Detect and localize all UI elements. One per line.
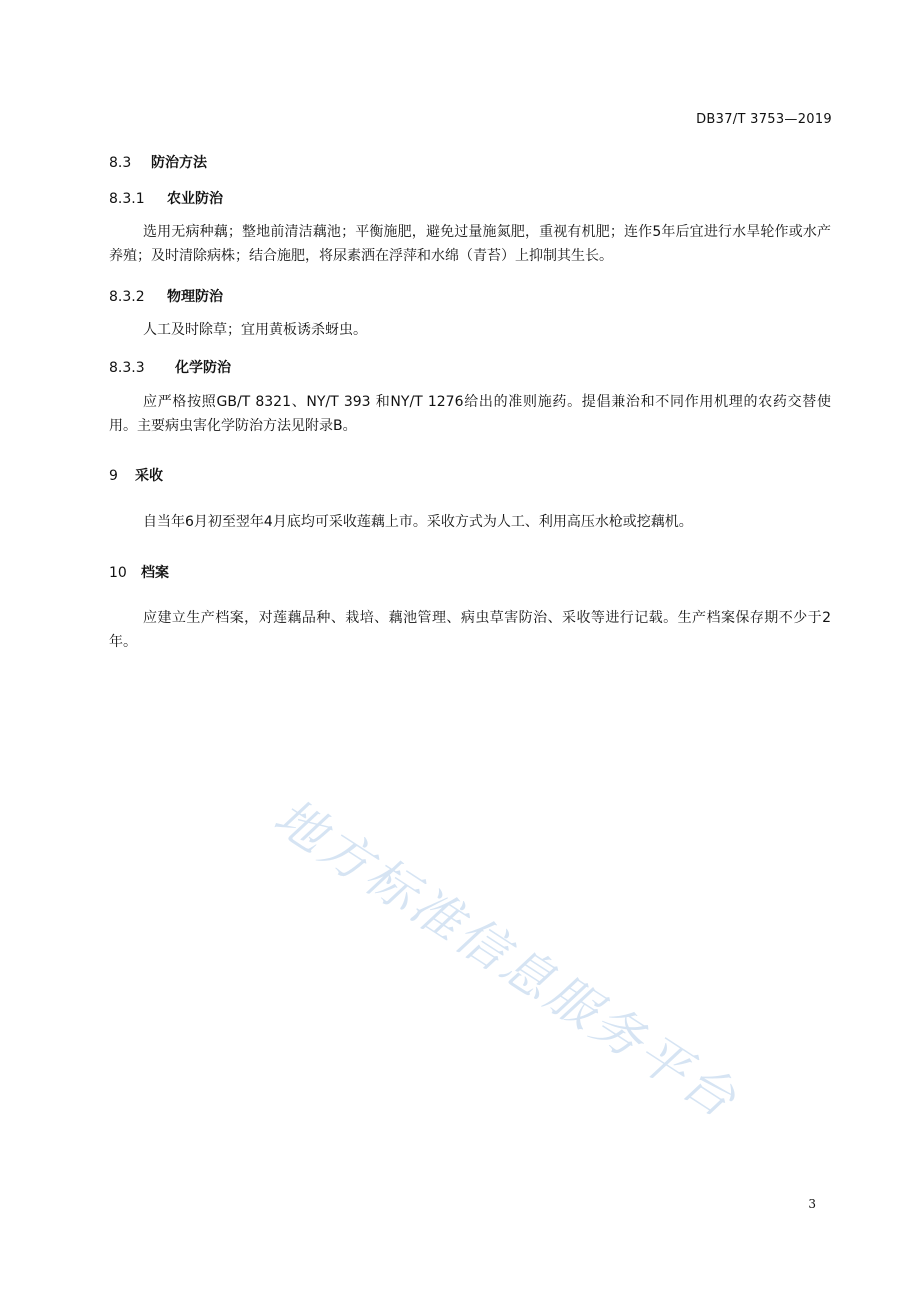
paragraph-8-3-1: 选用无病种藕；整地前清洁藕池；平衡施肥，避免过量施氮肥，重视有机肥；连作5年后宜进行水旱轮作或水产养殖；及时清除病株；结合施肥，将尿素洒在浮萍和水绵（青苔）上抑制其生长。 (109, 224, 831, 264)
heading-9 (109, 465, 163, 485)
heading-8-3-3 (109, 357, 231, 377)
section-number: 10 (109, 565, 127, 581)
section-title: 防治方法 (151, 155, 207, 171)
section-number: 8.3.1 (109, 191, 145, 207)
paragraph-8-3-3: 应严格按照GB/T 8321、NY/T 393 和NY/T 1276给出的准则施药。提倡兼治和不同作用机理的农药交替使用。主要病虫害化学防治方法见附录B。 (109, 394, 831, 434)
heading-8-3-2 (109, 286, 223, 306)
watermark: 地方标准信息服务平台 (263, 787, 749, 1131)
section-number: 9 (109, 468, 118, 484)
page-number: 3 (808, 1197, 816, 1211)
section-title: 物理防治 (167, 289, 223, 305)
section-number: 8.3.2 (109, 289, 145, 305)
heading-8-3-1 (109, 188, 223, 208)
section-title: 化学防治 (175, 360, 231, 376)
document-code: DB37/T 3753—2019 (696, 112, 832, 127)
paragraph-10: 应建立生产档案，对莲藕品种、栽培、藕池管理、病虫草害防治、采收等进行记载。生产档案保存期不少于2 年。 (109, 610, 831, 650)
paragraph-8-3-2: 人工及时除草；宜用黄板诱杀蚜虫。 (143, 322, 367, 338)
paragraph-9: 自当年6月初至翌年4月底均可采收莲藕上市。采收方式为人工、利用高压水枪或挖藕机。 (143, 514, 693, 530)
section-title: 采收 (135, 468, 163, 484)
section-title: 档案 (141, 565, 169, 581)
section-title: 农业防治 (167, 191, 223, 207)
heading-10 (109, 562, 169, 582)
section-number: 8.3 (109, 155, 132, 171)
heading-8-3 (109, 152, 207, 172)
section-number: 8.3.3 (109, 360, 145, 376)
